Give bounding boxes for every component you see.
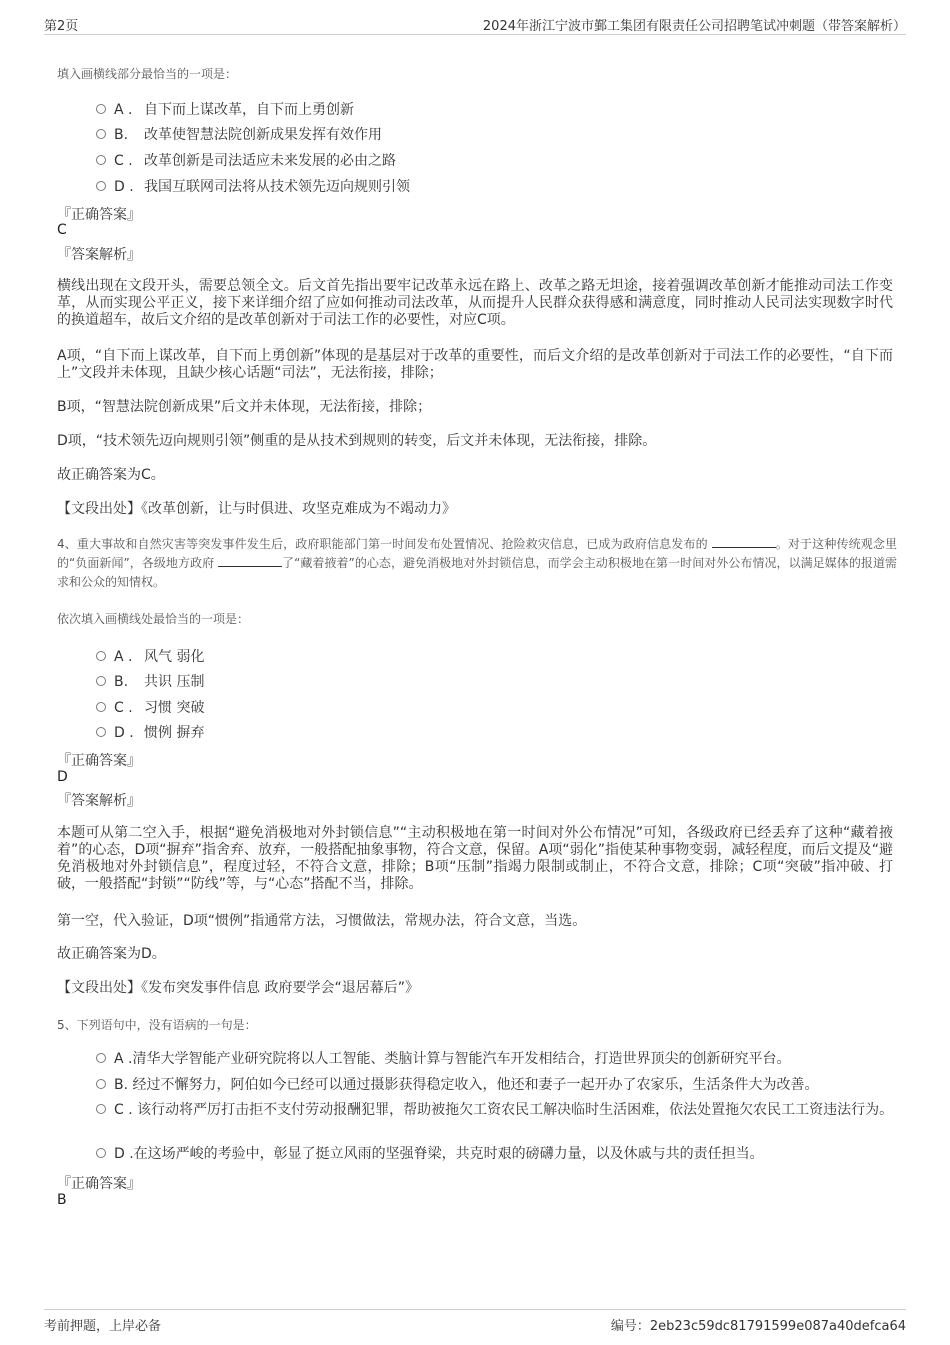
- q5-answer: B: [57, 1192, 67, 1208]
- q4-analysis-para-3: 故正确答案为D。: [57, 946, 166, 962]
- radio-icon[interactable]: [96, 702, 106, 712]
- q3-option-c[interactable]: C . 改革创新是司法适应未来发展的必由之路: [96, 150, 396, 170]
- q5-option-a[interactable]: A .清华大学智能产业研究院将以人工智能、类脑计算与智能汽车开发相结合，打造世界顶尖的创新研究平台。: [96, 1050, 896, 1069]
- radio-icon[interactable]: [96, 1104, 106, 1114]
- q4-analysis-para-1: 本题可从第二空入手，根据“避免消极地对外封锁信息”“主动积极地在第一时间对外公布情况”可知，各级政府已经丢弃了这种“藏着掖着”的心态，D项“摒弃”指舍弃、放弃，一般搭配抽象事物，符合文意，保留。A项“弱化”指使某种事物变弱，减轻程度，而后文提及“避免消极地对外封锁信息”，程度过轻，不符合文意，排除；B项“压制”指竭力限制或制止，不符合文意，排除；C项“突破”指冲破、打破，一般搭配“封锁”“防线”等，与“心态”搭配不当，排除。: [57, 825, 893, 892]
- q4-option-d[interactable]: D . 惯例 摒弃: [96, 722, 204, 742]
- q3-source: 【文段出处】《改革创新，让与时俱进、攻坚克难成为不竭动力》: [57, 501, 456, 517]
- q5-option-c[interactable]: C . 该行动将严厉打击拒不支付劳动报酬犯罪，帮助被拖欠工资农民工解决临时生活困难，依法处置拖欠农民工工资违法行为。: [96, 1101, 896, 1120]
- q3-analysis-para-1: 横线出现在文段开头，需要总领全文。后文首先指出要牢记改革永远在路上、改革之路无坦途，接着强调改革创新才能推动司法工作变革，从而实现公平正义，接下来详细介绍了应如何推动司法改革，从而提升人民群众获得感和满意度，同时推动人民司法实现数字时代的换道超车，故后文介绍的是改革创新对于司法工作的必要性，对应C项。: [57, 278, 893, 328]
- radio-icon[interactable]: [96, 651, 106, 661]
- footer-slogan: 考前押题，上岸必备: [44, 1319, 162, 1334]
- q5-option-b[interactable]: B. 经过不懈努力，阿伯如今已经可以通过摄影获得稳定收入，他还和妻子一起开办了农家乐，生活条件大为改善。: [96, 1076, 896, 1095]
- radio-icon[interactable]: [96, 727, 106, 737]
- q4-answer-label: 『正确答案』: [57, 753, 141, 769]
- q4-option-b[interactable]: B. 共识 压制: [96, 671, 204, 691]
- page-number: 第2页: [44, 19, 79, 34]
- radio-icon[interactable]: [96, 181, 106, 191]
- blank-line: [712, 536, 776, 548]
- radio-icon[interactable]: [96, 129, 106, 139]
- radio-icon[interactable]: [96, 104, 106, 114]
- radio-icon[interactable]: [96, 676, 106, 686]
- q4-answer: D: [57, 769, 68, 785]
- q4-prompt: 依次填入画横线处最恰当的一项是：: [57, 612, 250, 626]
- q4-source: 【文段出处】《发布突发事件信息 政府要学会“退居幕后”》: [57, 980, 419, 996]
- q3-analysis-para-3: B项，“智慧法院创新成果”后文并未体现，无法衔接，排除；: [57, 399, 432, 415]
- radio-icon[interactable]: [96, 1053, 106, 1063]
- q4-option-c[interactable]: C . 习惯 突破: [96, 697, 204, 717]
- q4-analysis-label: 『答案解析』: [57, 793, 141, 809]
- q3-analysis-para-5: 故正确答案为C。: [57, 467, 165, 483]
- radio-icon[interactable]: [96, 155, 106, 165]
- q3-analysis-para-4: D项，“技术领先迈向规则引领”侧重的是从技术到规则的转变，后文并未体现，无法衔接，排除。: [57, 433, 657, 449]
- radio-icon[interactable]: [96, 1148, 106, 1158]
- q3-option-b[interactable]: B. 改革使智慧法院创新成果发挥有效作用: [96, 124, 382, 144]
- header-divider: [44, 34, 906, 35]
- q4-option-a[interactable]: A . 风气 弱化: [96, 646, 204, 666]
- blank-line: [218, 555, 282, 567]
- footer-doc-id: 编号：2eb23c59dc81791599e087a40defca64: [610, 1319, 906, 1334]
- q3-answer: C: [57, 222, 67, 238]
- q5-answer-label: 『正确答案』: [57, 1176, 141, 1192]
- q4-stem: 4、重大事故和自然灾害等突发事件发生后，政府职能部门第一时间发布处置情况、抢险救灾信息，已成为政府信息发布的 。对于这种传统观念里的“负面新闻”，各级地方政府 了“藏着掖着”的心态，避免消极地对外封锁信息，而学会主动积极地在第一时间对外公布情况，以满足媒体的报道需求和公众的知情权。: [57, 537, 897, 589]
- q5-stem: 5、下列语句中，没有语病的一句是：: [57, 1018, 257, 1032]
- q3-analysis-label: 『答案解析』: [57, 247, 141, 263]
- q3-analysis-para-2: A项，“自下而上谋改革，自下而上勇创新”体现的是基层对于改革的重要性，而后文介绍的是改革创新对于司法工作的必要性，“自下而上”文段并未体现，且缺少核心话题“司法”，无法衔接，排除；: [57, 348, 893, 381]
- document-title: 2024年浙江宁波市鄞工集团有限责任公司招聘笔试冲刺题（带答案解析）: [482, 19, 906, 34]
- footer-divider: [44, 1309, 906, 1310]
- q3-option-d[interactable]: D . 我国互联网司法将从技术领先迈向规则引领: [96, 176, 410, 196]
- radio-icon[interactable]: [96, 1079, 106, 1089]
- q3-answer-label: 『正确答案』: [57, 207, 141, 223]
- q5-option-d[interactable]: D .在这场严峻的考验中，彰显了挺立风雨的坚强脊梁，共克时艰的磅礴力量，以及休戚与共的责任担当。: [96, 1145, 896, 1164]
- q3-prompt: 填入画横线部分最恰当的一项是：: [57, 67, 238, 81]
- q3-option-a[interactable]: A . 自下而上谋改革，自下而上勇创新: [96, 99, 354, 119]
- q4-analysis-para-2: 第一空，代入验证，D项“惯例”指通常方法，习惯做法，常规办法，符合文意，当选。: [57, 913, 587, 929]
